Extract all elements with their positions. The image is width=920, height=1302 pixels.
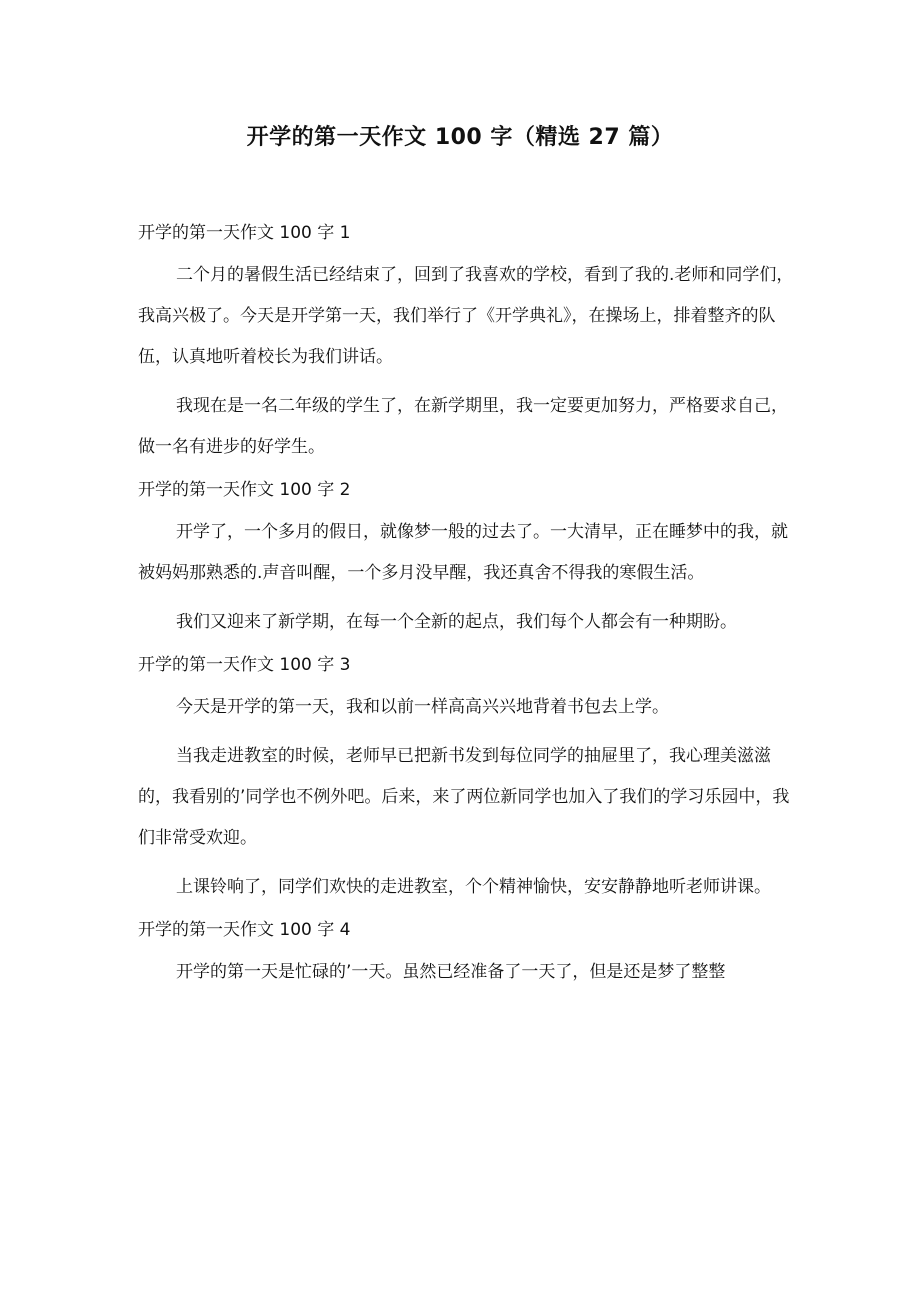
essay-section-3 bbox=[138, 648, 794, 908]
essay-section-2 bbox=[138, 473, 794, 643]
section-heading: 开学的第一天作文 100 字 4 bbox=[138, 920, 351, 940]
essay-section-4 bbox=[138, 913, 794, 993]
paragraph: 今天是开学的第一天，我和以前一样高高兴兴地背着书包去上学。 bbox=[176, 697, 669, 717]
paragraph: 当我走进教室的时候，老师早已把新书发到每位同学的抽屉里了，我心理美滋滋的，我看别的’同学也不例外吧。后来，来了两位新同学也加入了我们的学习乐园中，我们非常受欢迎。 bbox=[138, 746, 790, 848]
paragraph: 我现在是一名二年级的学生了，在新学期里，我一定要更加努力，严格要求自己，做一名有进步的好学生。 bbox=[138, 396, 788, 457]
section-heading: 开学的第一天作文 100 字 3 bbox=[138, 655, 351, 675]
paragraph: 上课铃响了，同学们欢快的走进教室，个个精神愉快，安安静静地听老师讲课。 bbox=[176, 877, 771, 897]
document-title: 开学的第一天作文 100 字（精选 27 篇） bbox=[246, 125, 674, 150]
document-body bbox=[138, 216, 794, 993]
paragraph: 我们又迎来了新学期，在每一个全新的起点，我们每个人都会有一种期盼。 bbox=[176, 612, 737, 632]
section-heading: 开学的第一天作文 100 字 2 bbox=[138, 480, 351, 500]
essay-section-1 bbox=[138, 216, 794, 468]
section-heading: 开学的第一天作文 100 字 1 bbox=[138, 223, 351, 243]
paragraph: 二个月的暑假生活已经结束了，回到了我喜欢的学校，看到了我的.老师和同学们，我高兴极了。今天是开学第一天，我们举行了《开学典礼》，在操场上，排着整齐的队伍，认真地听着校长为我们讲话。 bbox=[138, 265, 794, 367]
paragraph: 开学的第一天是忙碌的’一天。虽然已经准备了一天了，但是还是梦了整整 bbox=[176, 962, 726, 982]
paragraph: 开学了，一个多月的假日，就像梦一般的过去了。一大清早，正在睡梦中的我，就被妈妈那熟悉的.声音叫醒，一个多月没早醒，我还真舍不得我的寒假生活。 bbox=[138, 522, 788, 583]
